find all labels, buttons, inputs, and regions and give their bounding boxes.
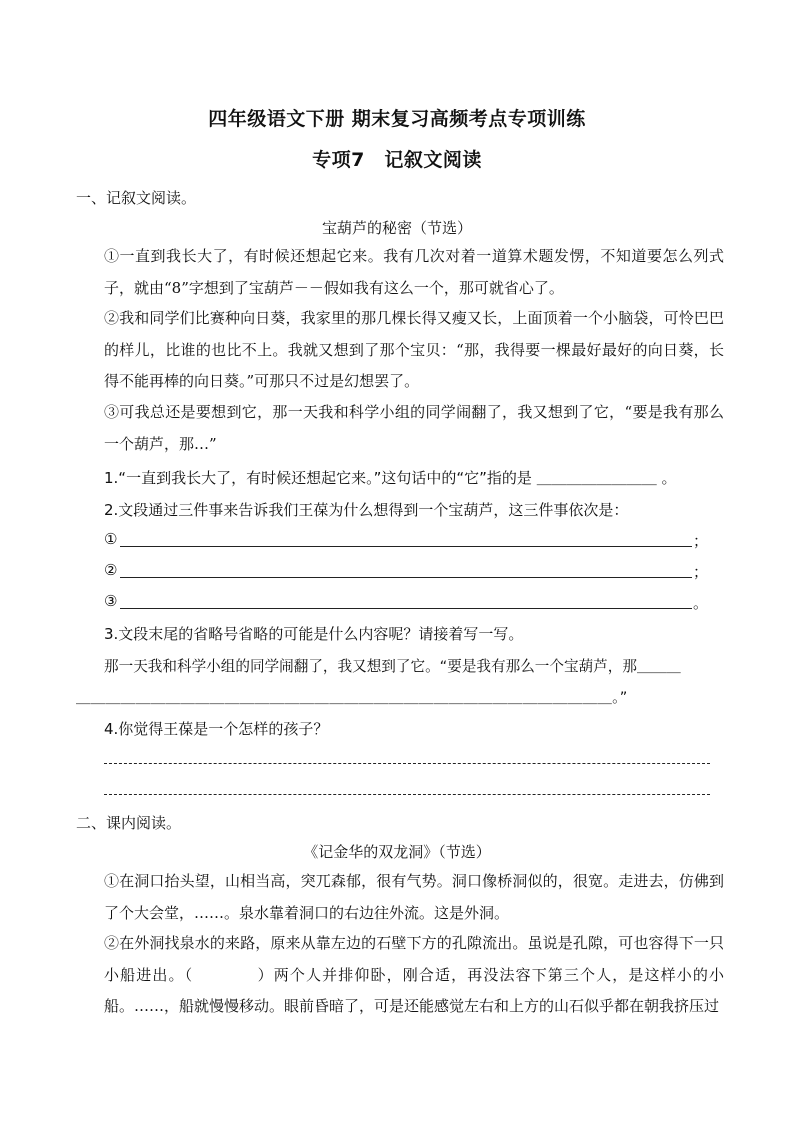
question-4-answer-line-1[interactable] bbox=[104, 763, 710, 764]
passage-1-title: 宝葫芦的秘密（节选） bbox=[321, 219, 472, 237]
question-4-answer-line-2[interactable] bbox=[104, 794, 710, 795]
section-1-heading: 一、记叙文阅读。 bbox=[76, 189, 197, 207]
question-2: 2.文段通过三件事来告诉我们王葆为什么想得到一个宝葫芦，这三件事依次是： bbox=[104, 501, 629, 519]
passage-2-paragraph-1: ①在洞口抬头望，山相当高，突兀森郁，很有气势。洞口像桥洞似的，很宽。走进去，仿佛到了个大会堂，……。泉水靠着洞口的右边往外流。这是外洞。 bbox=[104, 872, 724, 922]
question-3-line-1[interactable]: 那一天我和科学小组的同学闹翻了，我又想到了它。“要是我有那么一个宝葫芦，那＿＿＿ bbox=[104, 658, 681, 675]
question-1-text: 1.“一直到我长大了，有时候还想起它来。”这句话中的“它”指的是 bbox=[104, 469, 532, 487]
q2-answer-end-2: ； bbox=[693, 563, 709, 581]
q2-answer-line-3[interactable] bbox=[120, 608, 692, 609]
question-3: 3.文段末尾的省略号省略的可能是什么内容呢？请接着写一写。 bbox=[104, 625, 524, 643]
page-title: 四年级语文下册 期末复习高频考点专项训练 bbox=[208, 108, 586, 130]
q2-answer-mark-3: ③ bbox=[104, 592, 118, 610]
q2-answer-end-3: 。 bbox=[693, 594, 709, 612]
q2-answer-line-2[interactable] bbox=[120, 577, 692, 578]
passage-1-paragraph-2: ②我和同学们比赛种向日葵，我家里的那几棵长得又瘦又长，上面顶着一个小脑袋，可怜巴巴的样儿，比谁的也比不上。我就又想到了那个宝贝：“那，我得要一棵最好最好的向日葵，长得不能再棒的向日葵。”可那只不过是幻想罢了。 bbox=[104, 309, 724, 390]
q2-answer-mark-1: ① bbox=[104, 530, 118, 548]
question-1-answer-blank[interactable]: ＿＿＿＿＿＿＿＿ bbox=[536, 469, 657, 487]
passage-1-paragraph-3: ③可我总还是要想到它，那一天我和科学小组的同学闹翻了，我又想到了它，“要是我有那么一个葫芦，那…” bbox=[104, 403, 724, 453]
question-1 bbox=[104, 467, 677, 488]
passage-2-paragraph-2: ②在外洞找泉水的来路，原来从靠左边的石壁下方的孔隙流出。虽说是孔隙，可也容得下一只小船进出。（ ）两个人并排仰卧，刚合适，再没法容下第三个人，是这样小的小船。……，船就慢慢移动。眼前昏暗了，可是还能感觉左右和上方的山石似乎都在朝我挤压过 bbox=[104, 934, 724, 1015]
passage-1-paragraph-1: ①一直到我长大了，有时候还想起它来。我有几次对着一道算术题发愣，不知道要怎么列式子，就由“8”字想到了宝葫芦－－假如我有这么一个，那可就省心了。 bbox=[104, 247, 724, 297]
passage-2-title: 《记金华的双龙洞》（节选） bbox=[303, 843, 491, 861]
question-3-line-2[interactable]: ＿＿＿＿＿＿＿＿＿＿＿＿＿＿＿＿＿＿＿＿＿＿＿＿＿＿＿＿＿＿＿＿＿＿＿＿。” bbox=[76, 689, 628, 706]
page-subtitle: 专项7 记叙文阅读 bbox=[312, 149, 482, 171]
question-1-end: 。 bbox=[661, 469, 677, 487]
q2-answer-end-1: ； bbox=[693, 532, 709, 550]
q2-answer-mark-2: ② bbox=[104, 561, 118, 579]
q2-answer-line-1[interactable] bbox=[120, 546, 692, 547]
question-4: 4.你觉得王葆是一个怎样的孩子？ bbox=[104, 720, 329, 738]
section-2-heading: 二、课内阅读。 bbox=[76, 814, 182, 832]
